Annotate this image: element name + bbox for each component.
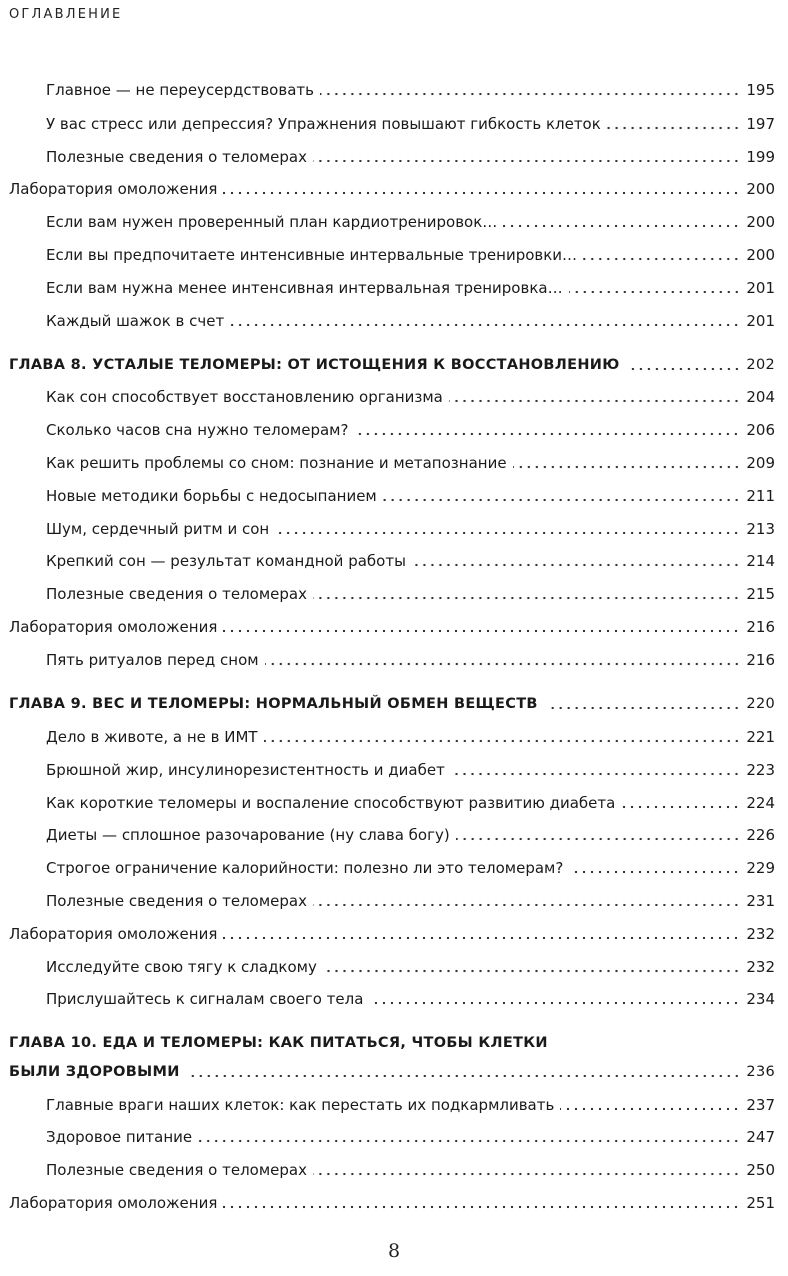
- dot-leader: [456, 837, 741, 841]
- toc-section-entry[interactable]: [9, 924, 775, 944]
- toc-entry-page: 201: [746, 279, 775, 297]
- toc-entry-title: Диеты — сплошное разочарование (ну слава богу): [46, 826, 450, 844]
- dot-leader: [607, 126, 741, 130]
- toc-entry-title: У вас стресс или депрессия? Упражнения повышают гибкость клеток: [46, 115, 601, 133]
- dot-leader: [412, 563, 740, 567]
- toc-entry-title: Лаборатория омоложения: [9, 925, 218, 943]
- toc-entry-page: 209: [746, 454, 775, 472]
- toc-chapter-title: ГЛАВА 9. ВЕС И ТЕЛОМЕРЫ: НОРМАЛЬНЫЙ ОБМЕН ВЕЩЕСТВ: [9, 696, 538, 712]
- toc-entry-title: Если вы предпочитаете интенсивные интервальные тренировки…: [46, 246, 578, 264]
- toc-entry-title: Новые методики борьбы с недосыпанием: [46, 487, 377, 505]
- toc-entry-page: 250: [746, 1161, 775, 1179]
- toc-entry-title: Как короткие теломеры и воспаление способствуют развитию диабета: [46, 794, 616, 812]
- toc-entry-page: 206: [746, 421, 775, 439]
- dot-leader: [383, 498, 741, 502]
- toc-entry-page: 201: [746, 312, 775, 330]
- dot-leader: [190, 1074, 741, 1078]
- toc-entry-page: 223: [746, 761, 775, 779]
- toc-entry-title: Как решить проблемы со сном: познание и метапознание: [46, 454, 507, 472]
- toc-entry[interactable]: [46, 1160, 775, 1180]
- dot-leader: [223, 1205, 740, 1209]
- toc-entry-page: 247: [746, 1128, 775, 1146]
- toc-entry[interactable]: [46, 858, 775, 878]
- toc-entry-title: Если вам нужен проверенный план кардиотренировок…: [46, 213, 498, 231]
- toc-entry[interactable]: [46, 245, 775, 265]
- toc-entry-page: 234: [746, 990, 775, 1008]
- toc-entry-page: 213: [746, 520, 775, 538]
- toc-chapter-title: БЫЛИ ЗДОРОВЫМИ: [9, 1064, 180, 1080]
- dot-leader: [449, 399, 741, 403]
- toc-entry-title: Полезные сведения о теломерах: [46, 148, 307, 166]
- dot-leader: [264, 739, 741, 743]
- toc-entry-page: 197: [746, 115, 775, 133]
- dot-leader: [223, 936, 740, 940]
- dot-leader: [275, 531, 740, 535]
- toc-entry[interactable]: [46, 311, 775, 331]
- toc-entry[interactable]: [46, 80, 775, 100]
- toc-entry-title: Здоровое питание: [46, 1128, 193, 1146]
- toc-entry-page: 251: [746, 1194, 775, 1212]
- dot-leader: [313, 1172, 740, 1176]
- toc-entry-title: Полезные сведения о теломерах: [46, 1161, 307, 1179]
- toc-section-entry[interactable]: [9, 1193, 775, 1213]
- toc-entry-title: Полезные сведения о теломерах: [46, 585, 307, 603]
- toc-entry[interactable]: [46, 519, 775, 539]
- toc-entry-page: 204: [746, 388, 775, 406]
- toc-entry-page: 237: [746, 1096, 775, 1114]
- dot-leader: [354, 432, 740, 436]
- dot-leader: [223, 191, 740, 195]
- toc-entry-page: 226: [746, 826, 775, 844]
- toc-entry-page: 200: [746, 180, 775, 198]
- dot-leader: [320, 92, 740, 96]
- toc-entry-page: 232: [746, 958, 775, 976]
- toc-entry-page: 229: [746, 859, 775, 877]
- toc-entry[interactable]: [46, 957, 775, 977]
- toc-entry-title: Брюшной жир, инсулинорезистентность и диабет: [46, 761, 445, 779]
- dot-leader: [503, 224, 740, 228]
- toc-entry-title: Лаборатория омоложения: [9, 180, 218, 198]
- dot-leader: [513, 465, 741, 469]
- toc-entry-title: Как сон способствует восстановлению организма: [46, 388, 443, 406]
- dot-leader: [223, 629, 740, 633]
- toc-entry-title: Полезные сведения о теломерах: [46, 892, 307, 910]
- toc-chapter-title-line-1: ГЛАВА 10. ЕДА И ТЕЛОМЕРЫ: КАК ПИТАТЬСЯ, ЧТОБЫ КЛЕТКИ: [9, 1035, 548, 1051]
- toc-entry-page: 224: [746, 794, 775, 812]
- running-head: ОГЛАВЛЕНИЕ: [9, 7, 123, 22]
- toc-entry[interactable]: [46, 989, 775, 1009]
- dot-leader: [560, 1107, 740, 1111]
- dot-leader: [313, 903, 740, 907]
- toc-entry-page: 202: [746, 357, 775, 373]
- toc-entry-title: Прислушайтесь к сигналам своего тела: [46, 990, 364, 1008]
- toc-entry-page: 216: [746, 618, 775, 636]
- dot-leader: [630, 367, 741, 371]
- toc-entry[interactable]: [46, 486, 775, 506]
- toc-chapter-entry[interactable]: [9, 355, 775, 375]
- dot-leader: [198, 1139, 740, 1143]
- toc-entry-page: 214: [746, 552, 775, 570]
- toc-entry[interactable]: [46, 387, 775, 407]
- toc-entry-title: Строгое ограничение калорийности: полезно ли это теломерам?: [46, 859, 564, 877]
- toc-entry[interactable]: [46, 793, 775, 813]
- toc-entry-page: 231: [746, 892, 775, 910]
- toc-section-entry[interactable]: [9, 179, 775, 199]
- toc-entry-title: Шум, сердечный ритм и сон: [46, 520, 270, 538]
- toc-entry-title: Дело в животе, а не в ИМТ: [46, 728, 258, 746]
- toc-entry-page: 220: [746, 696, 775, 712]
- dot-leader: [451, 772, 741, 776]
- toc-entry[interactable]: [46, 420, 775, 440]
- toc-entry[interactable]: [46, 1095, 775, 1115]
- toc-entry[interactable]: [46, 891, 775, 911]
- toc-entry-title: Сколько часов сна нужно теломерам?: [46, 421, 349, 439]
- dot-leader: [323, 969, 740, 973]
- toc-entry[interactable]: [46, 1127, 775, 1147]
- toc-entry[interactable]: [46, 727, 775, 747]
- dot-leader: [621, 805, 740, 809]
- toc-entry[interactable]: [46, 760, 775, 780]
- toc-entry-title: Главные враги наших клеток: как перестать их подкармливать: [46, 1096, 555, 1114]
- dot-leader: [583, 257, 740, 261]
- toc-entry-title: Лаборатория омоложения: [9, 618, 218, 636]
- dot-leader: [265, 662, 741, 666]
- toc-chapter-title: ГЛАВА 8. УСТАЛЫЕ ТЕЛОМЕРЫ: ОТ ИСТОЩЕНИЯ К ВОССТАНОВЛЕНИЮ: [9, 357, 620, 373]
- toc-entry-page: 195: [746, 81, 775, 99]
- toc-entry-page: 199: [746, 148, 775, 166]
- toc-entry-title: Лаборатория омоложения: [9, 1194, 218, 1212]
- toc-entry-title: Каждый шажок в счет: [46, 312, 225, 330]
- toc-entry-page: 232: [746, 925, 775, 943]
- toc-entry-page: 200: [746, 246, 775, 264]
- page-number: 8: [387, 1240, 401, 1262]
- dot-leader: [369, 1001, 740, 1005]
- toc-entry-page: 216: [746, 651, 775, 669]
- dot-leader: [569, 870, 740, 874]
- toc-entry[interactable]: [46, 453, 775, 473]
- toc-chapter-entry[interactable]: [9, 1062, 775, 1082]
- toc-entry[interactable]: [46, 551, 775, 571]
- toc-entry-title: Если вам нужна менее интенсивная интервальная тренировка…: [46, 279, 563, 297]
- toc-entry[interactable]: [46, 147, 775, 167]
- toc-entry[interactable]: [46, 650, 775, 670]
- dot-leader: [313, 159, 740, 163]
- dot-leader: [313, 596, 740, 600]
- toc-entry-page: 200: [746, 213, 775, 231]
- toc-entry-page: 211: [746, 487, 775, 505]
- toc-entry-page: 215: [746, 585, 775, 603]
- toc-entry-page: 236: [746, 1064, 775, 1080]
- toc-entry-page: 221: [746, 728, 775, 746]
- toc-entry-title: Исследуйте свою тягу к сладкому: [46, 958, 317, 976]
- toc-entry[interactable]: [46, 278, 775, 298]
- dot-leader: [548, 706, 741, 710]
- toc-section-entry[interactable]: [9, 617, 775, 637]
- dot-leader: [230, 323, 740, 327]
- toc-entry[interactable]: [46, 825, 775, 845]
- toc-chapter-entry[interactable]: [9, 694, 775, 714]
- toc-entry-title: Пять ритуалов перед сном: [46, 651, 259, 669]
- toc-entry[interactable]: [46, 584, 775, 604]
- dot-leader: [569, 290, 741, 294]
- toc-entry-title: Крепкий сон — результат командной работы: [46, 552, 406, 570]
- toc-entry-title: Главное — не переусердствовать: [46, 81, 314, 99]
- toc-entry[interactable]: [46, 212, 775, 232]
- toc-entry[interactable]: [46, 114, 775, 134]
